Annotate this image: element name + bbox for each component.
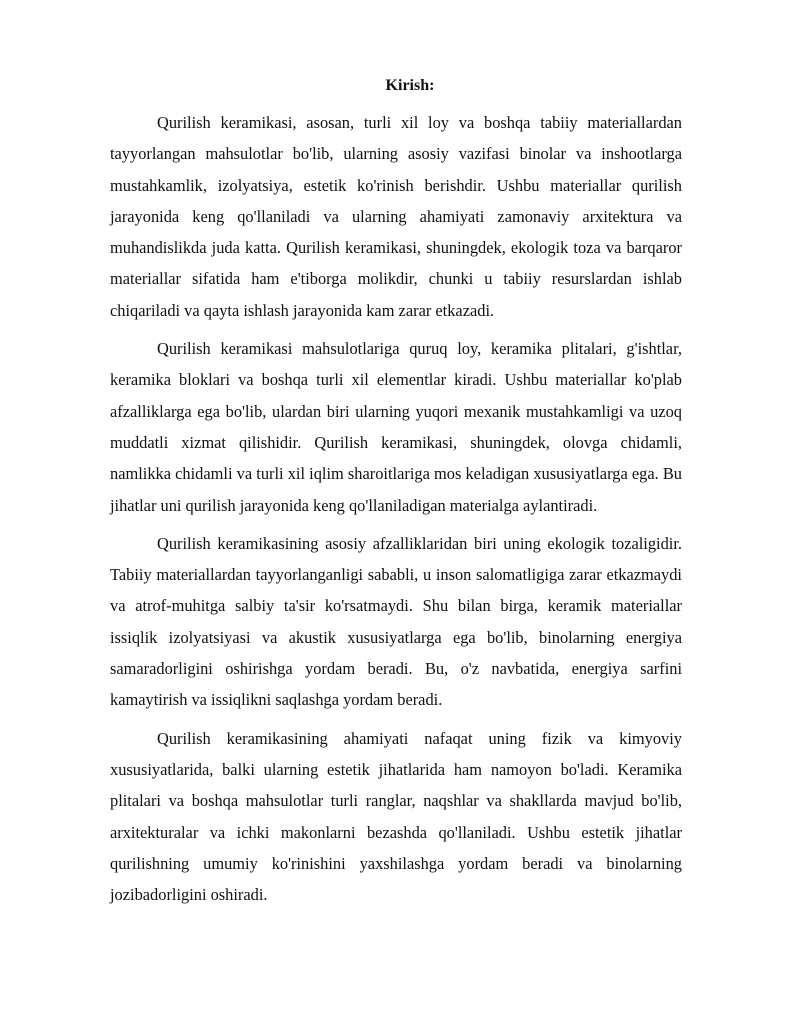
paragraph-2: Qurilish keramikasi mahsulotlariga quruq loy, keramika plitalari, g'ishtlar, keramika bloklari va boshqa turli xil elementlar kiradi. Ushbu materiallar ko'plab afzalliklarga ega bo'lib, ulardan biri ularning yuqori mexanik mustahkamligi va uzoq muddatli xizmat qilishidir. Qurilish keramikasi, shuningdek, olovga chidamli, namlikka chidamli va turli xil iqlim sharoitlariga mos keladigan xususiyatlarga ega. Bu jihatlar uni qurilish jarayonida keng qo'llaniladigan materialga aylantiradi. bbox=[110, 339, 682, 515]
paragraph-1: Qurilish keramikasi, asosan, turli xil loy va boshqa tabiiy materiallardan tayyorlangan mahsulotlar bo'lib, ularning asosiy vazifasi binolar va inshootlarga mustahkamlik, izolyatsiya, estetik ko'rinish berishdir. Ushbu materiallar qurilish jarayonida keng qo'llaniladi va ularning ahamiyati zamonaviy arxitektura va muhandislikda juda katta. Qurilish keramikasi, shuningdek, ekologik toza va barqaror materiallar sifatida ham e'tiborga molikdir, chunki u tabiiy resurslardan ishlab chiqariladi va qayta ishlash jarayonida kam zarar etkazadi. bbox=[110, 113, 682, 320]
document-body bbox=[110, 71, 682, 917]
paragraph-3: Qurilish keramikasining asosiy afzalliklaridan biri uning ekologik tozaligidir. Tabiiy materiallardan tayyorlanganligi sababli, u inson salomatligiga zarar etkazmaydi va atrof-muhitga salbiy ta'sir ko'rsatmaydi. Shu bilan birga, keramik materiallar issiqlik izolyatsiyasi va akustik xususiyatlarga ega bo'lib, binolarning energiya samaradorligini oshirishga yordam beradi. Bu, o'z navbatida, energiya sarfini kamaytirish va issiqlikni saqlashga yordam beradi. bbox=[110, 533, 682, 710]
page-title: Kirish: bbox=[385, 77, 435, 94]
paragraph-4: Qurilish keramikasining ahamiyati nafaqat uning fizik va kimyoviy xususiyatlarida, balki ularning estetik jihatlarida ham namoyon bo'ladi. Keramika plitalari va boshqa mahsulotlar turli ranglar, naqshlar va shakllarda mavjud bo'lib, arxitekturalar va ichki makonlarni bezashda qo'llaniladi. Ushbu estetik jihatlar qurilishning umumiy ko'rinishini yaxshilashga yordam beradi va binolarning jozibadorligini oshiradi. bbox=[110, 728, 682, 905]
